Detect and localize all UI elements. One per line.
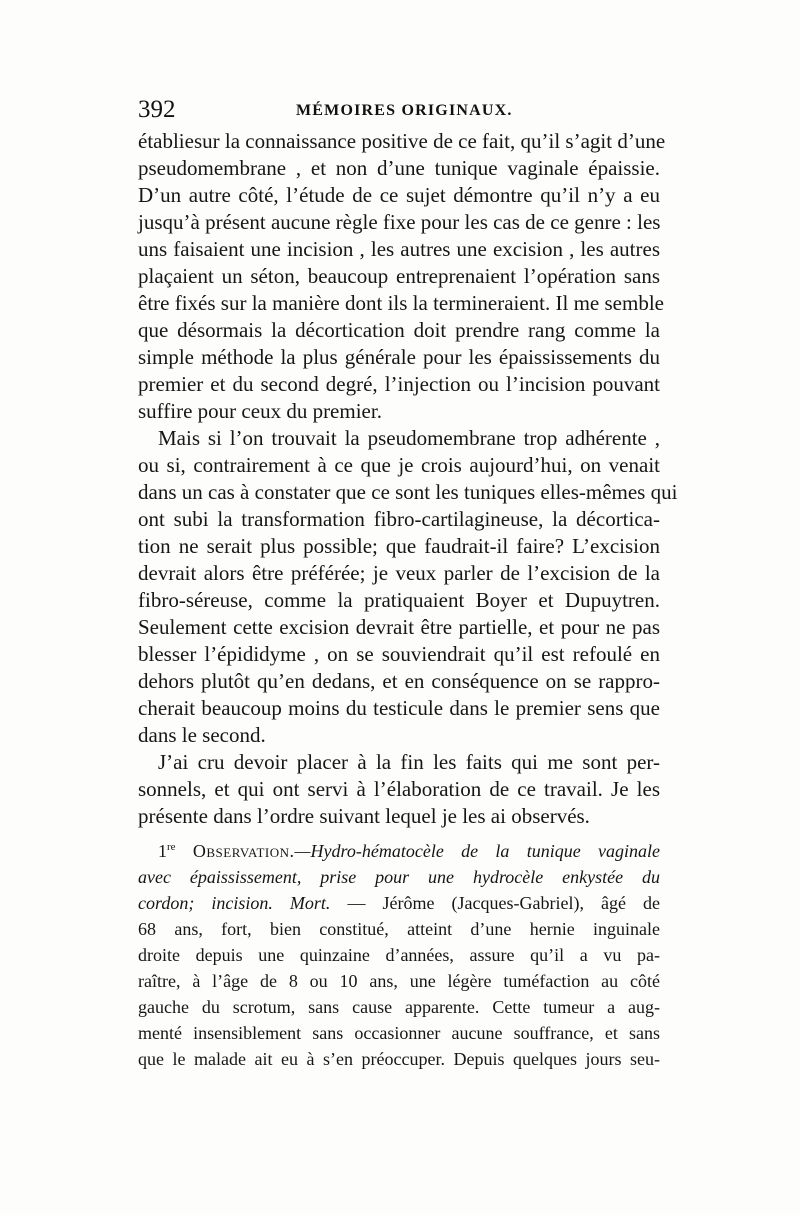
text-line: jusqu’à présent aucune règle fixe pour les cas de ce genre : les xyxy=(138,210,661,234)
text-line: devrait alors être préférée; je veux parler de l’excision de la xyxy=(138,561,660,585)
observation-text-line: cordon; incision. Mort. — Jérôme (Jacques-Gabriel), âgé de xyxy=(138,893,660,913)
observation-label: Observation. xyxy=(192,841,295,861)
text-line: simple méthode la plus générale pour les épaississements du xyxy=(138,345,660,369)
observation-text-line: droite depuis une quinzaine d’années, assure qu’il a vu pa- xyxy=(138,945,660,965)
running-head: MÉMOIRES ORIGINAUX. xyxy=(296,102,513,119)
text-line: J’ai cru devoir placer à la fin les faits qui me sont per- xyxy=(158,750,660,774)
observation-section xyxy=(138,838,660,1072)
observation-text-line: que le malade ait eu à s’en préoccuper. Depuis quelques jours seu- xyxy=(138,1049,660,1069)
text-line: pseudomembrane , et non d’une tunique vaginale épaissie. xyxy=(138,156,660,180)
text-line: établiesur la connaissance positive de ce fait, qu’il s’agit d’une xyxy=(138,129,666,153)
page-number: 392 xyxy=(138,96,176,123)
text-line: ont subi la transformation fibro-cartilagineuse, la décortica- xyxy=(138,507,660,531)
text-line: uns faisaient une incision , les autres une excision , les autres xyxy=(138,237,660,261)
observation-title-line: avec épaississement, prise pour une hydrocèle enkystée du xyxy=(138,867,660,887)
text-line: dehors plutôt qu’en dedans, et en conséquence on se rappro- xyxy=(138,669,660,693)
text-line: ou si, contrairement à ce que je crois aujourd’hui, on venait xyxy=(138,453,660,477)
text-line: suffire pour ceux du premier. xyxy=(138,399,382,423)
observation-title: —Hydro-hématocèle de la tunique vaginale xyxy=(294,841,661,861)
observation-number: 1re xyxy=(158,841,176,861)
text-line: dans le second. xyxy=(138,723,266,747)
observation-text-line: 68 ans, fort, bien constitué, atteint d’une hernie inguinale xyxy=(138,919,660,939)
observation-text-line: menté insensiblement sans occasionner aucune souffrance, et sans xyxy=(138,1023,660,1043)
text-line: plaçaient un séton, beaucoup entreprenaient l’opération sans xyxy=(138,264,660,288)
text-line: présente dans l’ordre suivant lequel je les ai observés. xyxy=(138,804,590,828)
text-line: sonnels, et qui ont servi à l’élaboration de ce travail. Je les xyxy=(138,777,660,801)
observation-title-end: cordon; incision. Mort. xyxy=(138,893,331,913)
page-header xyxy=(138,96,660,124)
text-line: être fixés sur la manière dont ils la termineraient. Il me semble xyxy=(138,291,664,315)
observation-text-line: raître, à l’âge de 8 ou 10 ans, une légère tuméfaction au côté xyxy=(138,971,660,991)
text-line: Seulement cette excision devrait être partielle, et pour ne pas xyxy=(138,615,660,639)
text-line: Mais si l’on trouvait la pseudomembrane trop adhérente , xyxy=(158,426,660,450)
main-text xyxy=(138,128,678,830)
text-line: D’un autre côté, l’étude de ce sujet démontre qu’il n’y a eu xyxy=(138,183,660,207)
text-line: cherait beaucoup moins du testicule dans le premier sens que xyxy=(138,696,660,720)
text-line: fibro-séreuse, comme la pratiquaient Boyer et Dupuytren. xyxy=(138,588,660,612)
observation-heading-line xyxy=(138,838,660,864)
text-line: premier et du second degré, l’injection ou l’incision pouvant xyxy=(138,372,660,396)
text-line: que désormais la décortication doit prendre rang comme la xyxy=(138,318,660,342)
text-line: tion ne serait plus possible; que faudrait-il faire? L’excision xyxy=(138,534,660,558)
text-line: blesser l’épididyme , on se souviendrait qu’il est refoulé en xyxy=(138,642,660,666)
text-line: dans un cas à constater que ce sont les tuniques elles-mêmes qui xyxy=(138,480,678,504)
observation-text-line: gauche du scrotum, sans cause apparente. Cette tumeur a aug- xyxy=(138,997,660,1017)
